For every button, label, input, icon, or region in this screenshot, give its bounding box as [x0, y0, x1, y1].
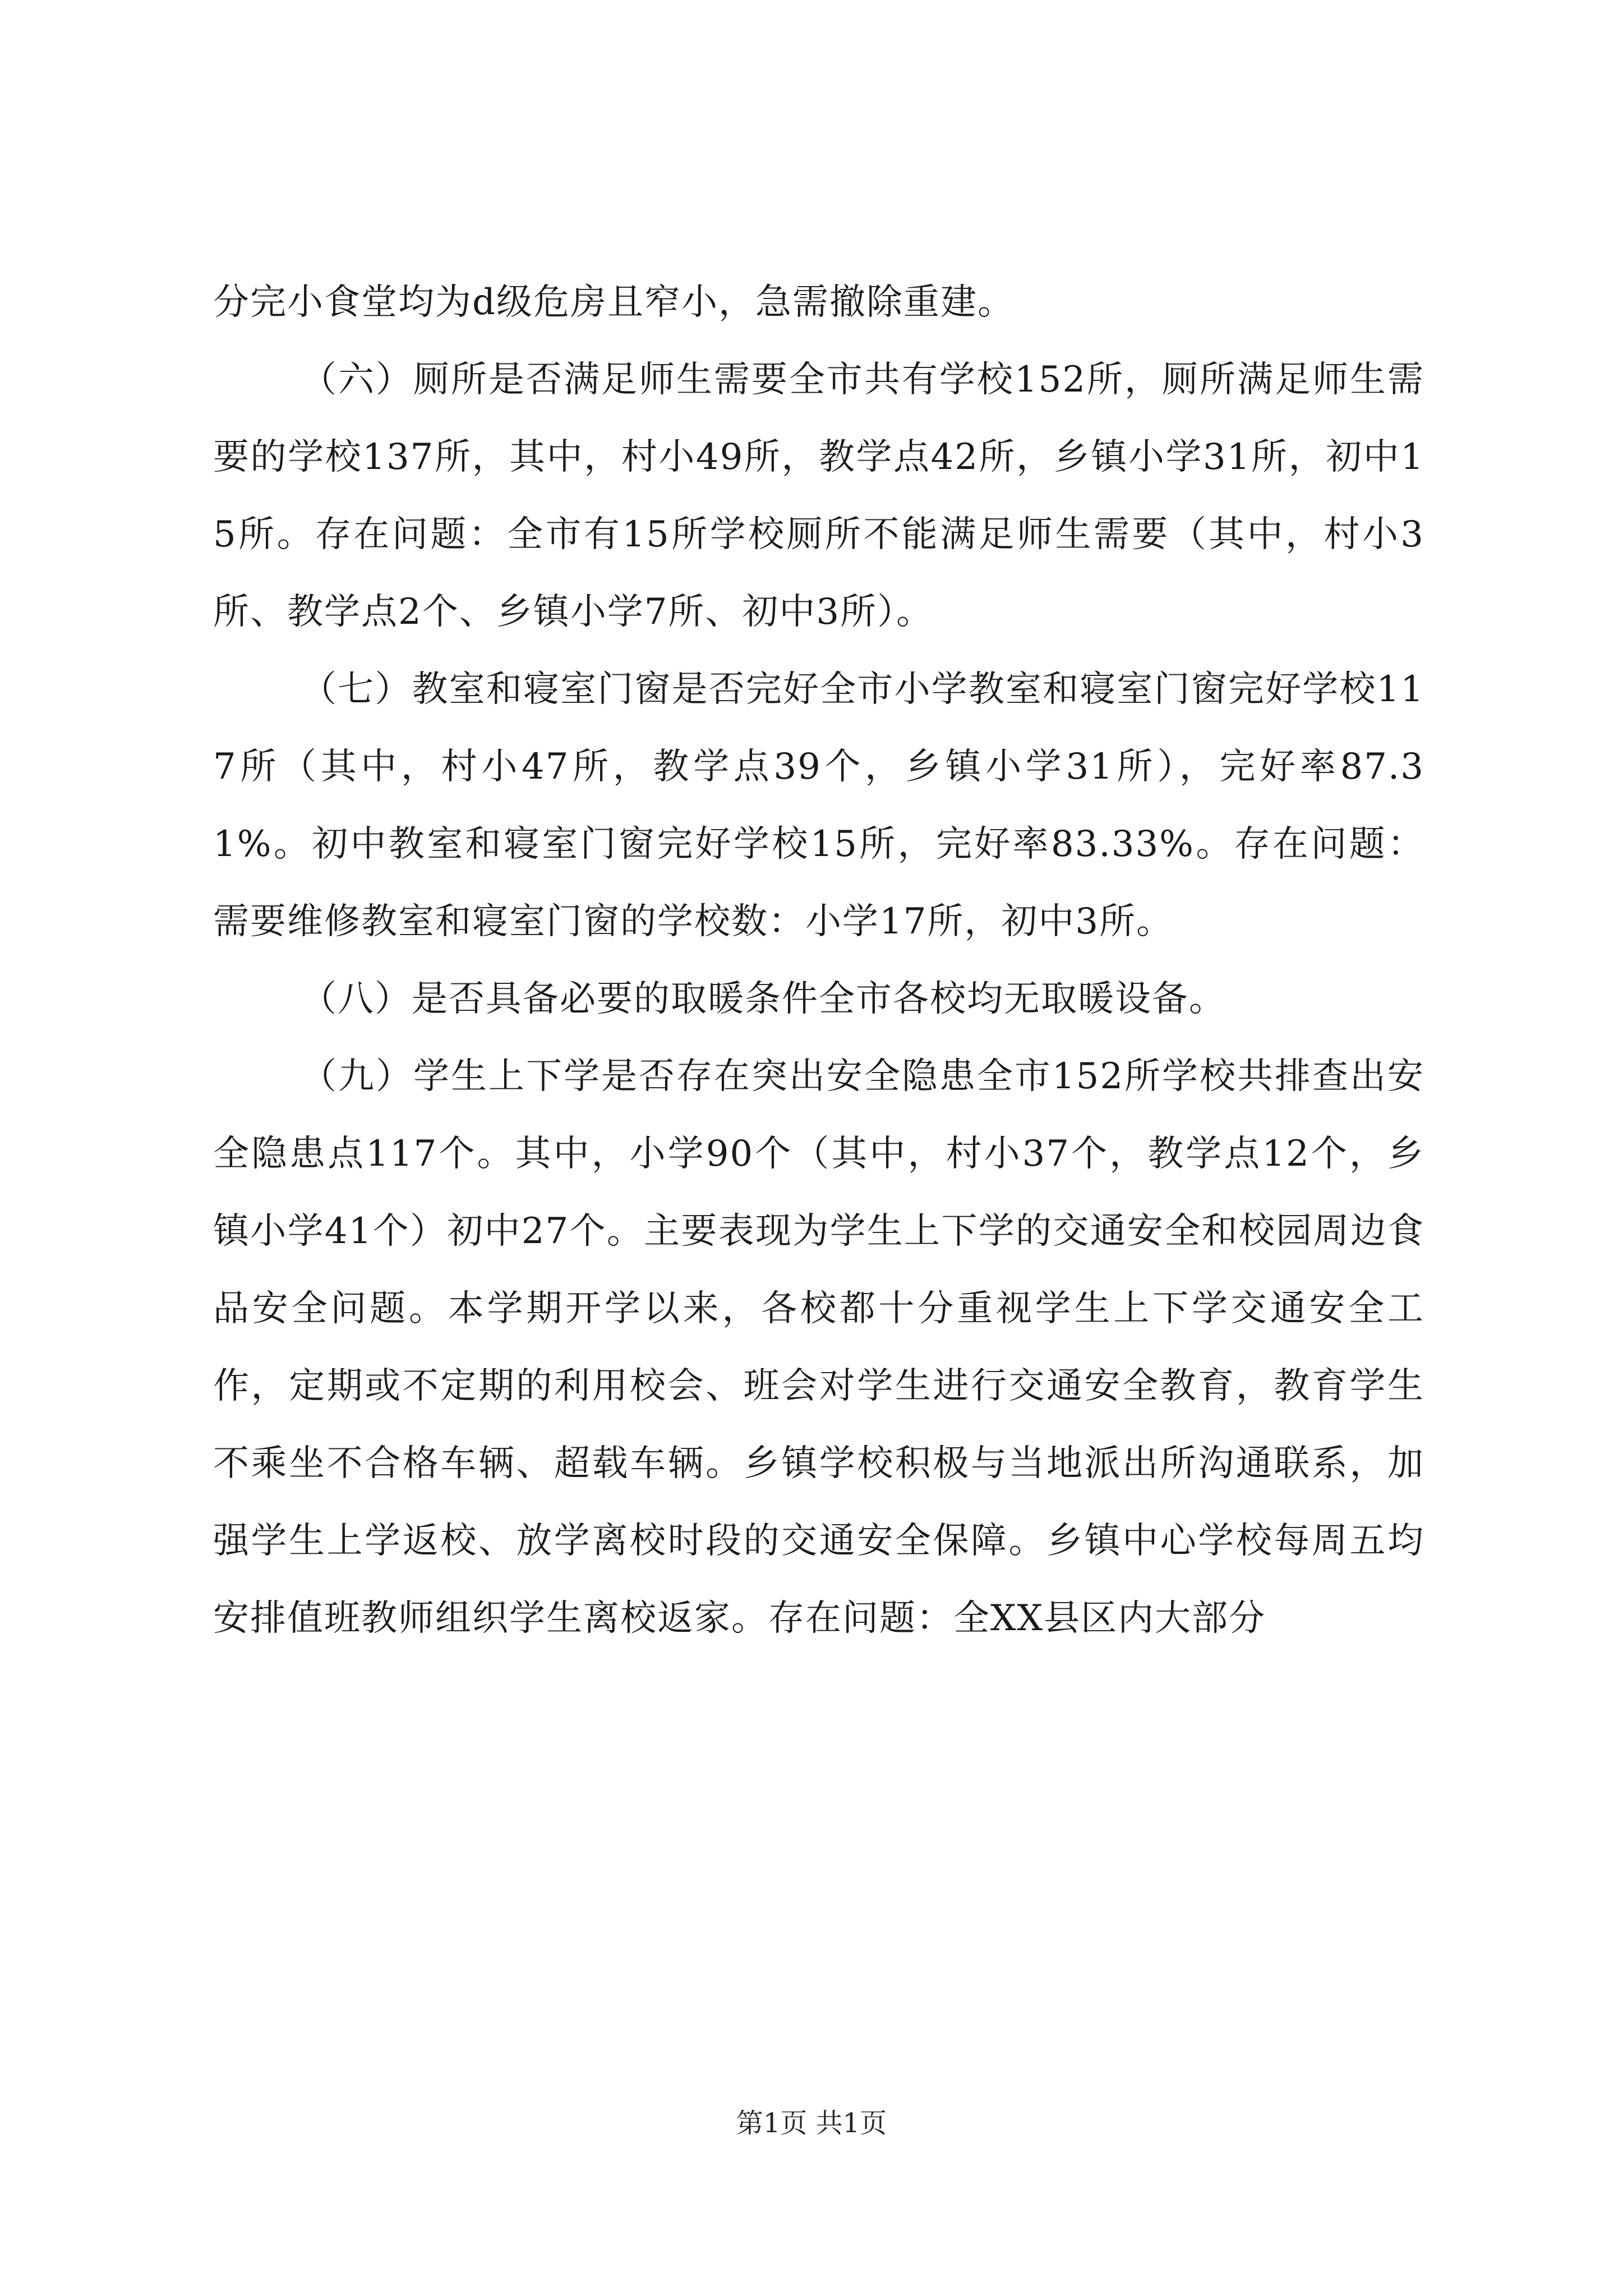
paragraph-toilets: （六）厕所是否满足师生需要全市共有学校152所，厕所满足师生需要的学校137所，其中，村小49所，教学点42所，乡镇小学31所，初中15所。存在问题：全市有15所学校厕所不能满足师生需要（其中，村小3所、教学点2个、乡镇小学7所、初中3所）。 — [213, 359, 1424, 633]
paragraph-heating: （八）是否具备必要的取暖条件全市各校均无取暖设备。 — [301, 978, 1226, 1020]
page-footer: 第1页 共1页 — [736, 2108, 887, 2139]
paragraph-doors-windows: （七）教室和寝室门窗是否完好全市小学教室和寝室门窗完好学校117所（其中，村小47所，教学点39个，乡镇小学31所），完好率87.31%。初中教室和寝室门窗完好学校15所，完好率83.33%。存在问题：需要维修教室和寝室门窗的学校数：小学17所，初中3所。 — [213, 669, 1424, 942]
paragraph-continuation: 分完小食堂均为d级危房且窄小，急需撤除重建。 — [213, 282, 1015, 323]
document-body — [213, 264, 1424, 1657]
paragraph-commute-safety: （九）学生上下学是否存在突出安全隐患全市152所学校共排查出安全隐患点117个。其中，小学90个（其中，村小37个，教学点12个，乡镇小学41个）初中27个。主要表现为学生上下学的交通安全和校园周边食品安全问题。本学期开学以来，各校都十分重视学生上下学交通安全工作，定期或不定期的利用校会、班会对学生进行交通安全教育，教育学生不乘坐不合格车辆、超载车辆。乡镇学校积极与当地派出所沟通联系，加强学生上学返校、放学离校时段的交通安全保障。乡镇中心学校每周五均安排值班教师组织学生离校返家。存在问题：全XX县区内大部分 — [213, 1056, 1424, 1639]
